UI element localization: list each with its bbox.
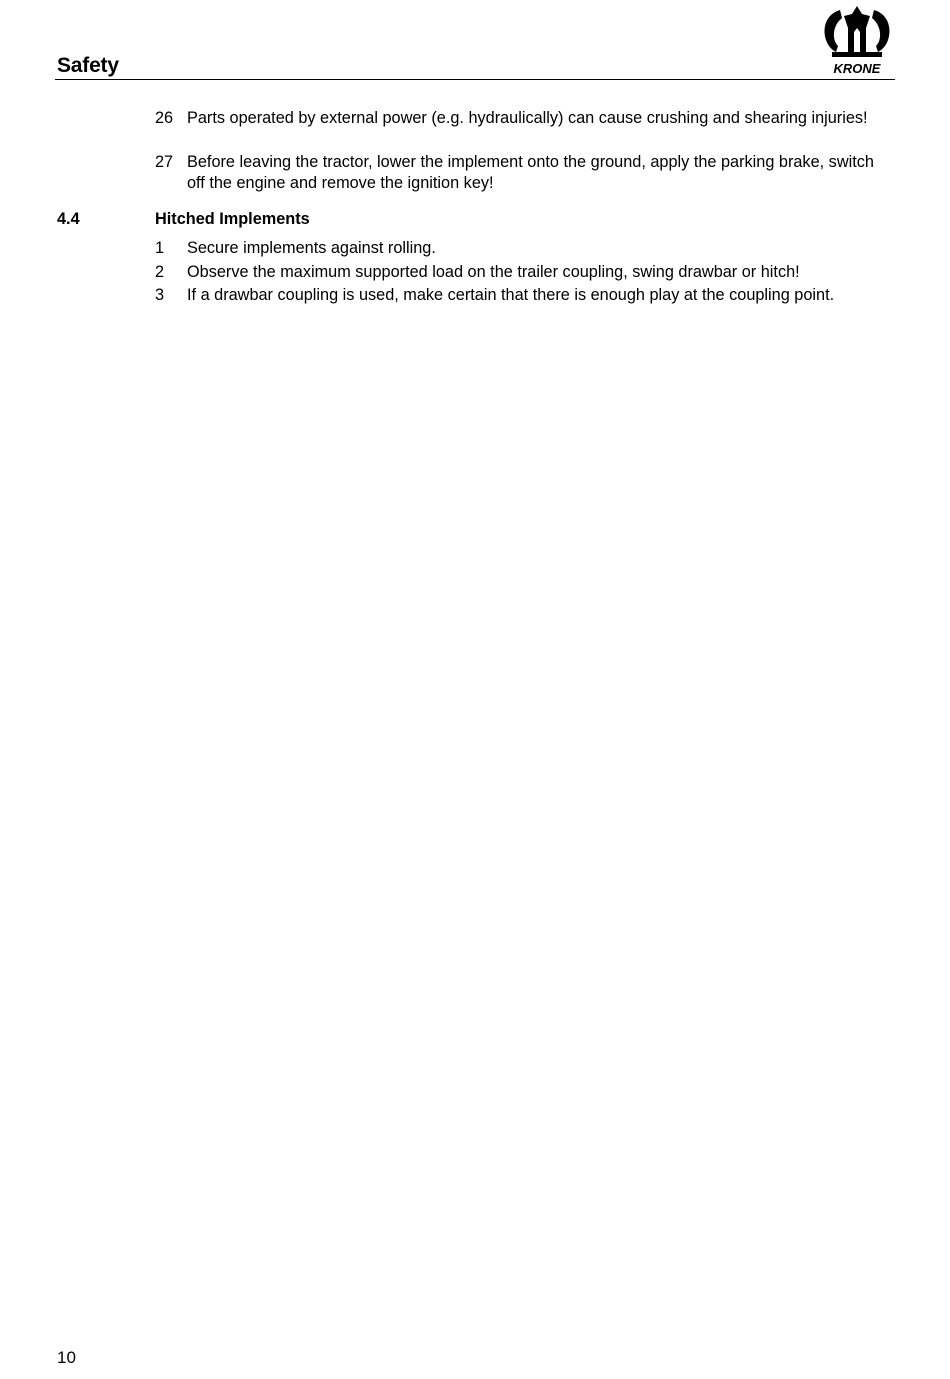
list-item-number: 3 (155, 286, 165, 304)
list-item-number: 27 (155, 153, 174, 171)
header-divider (55, 79, 895, 80)
list-item-number: 1 (155, 239, 165, 257)
list-item (155, 152, 885, 193)
list-item (155, 285, 885, 306)
section-number: 4.4 (57, 210, 80, 228)
list-item (155, 108, 885, 129)
page-number: 10 (57, 1348, 76, 1367)
logo-wordmark: KRONE (833, 61, 881, 76)
list-item (155, 262, 885, 283)
list-item-text: Parts operated by external power (e.g. hydraulically) can cause crushing and shearing injuries! (187, 109, 868, 127)
list-item (155, 238, 885, 259)
section-title: Hitched Implements (155, 210, 310, 228)
list-item-text: If a drawbar coupling is used, make certain that there is enough play at the coupling point. (187, 286, 835, 304)
list-item-text: Observe the maximum supported load on the trailer coupling, swing drawbar or hitch! (187, 263, 800, 281)
list-item-text: Before leaving the tractor, lower the implement onto the ground, apply the parking brake, switch off the engine and remove the ignition key! (187, 153, 874, 192)
list-item-number: 2 (155, 263, 165, 281)
krone-logo-icon (818, 2, 896, 76)
list-item-text: Secure implements against rolling. (187, 239, 436, 257)
page-title: Safety (57, 54, 119, 77)
list-item-number: 26 (155, 109, 174, 127)
